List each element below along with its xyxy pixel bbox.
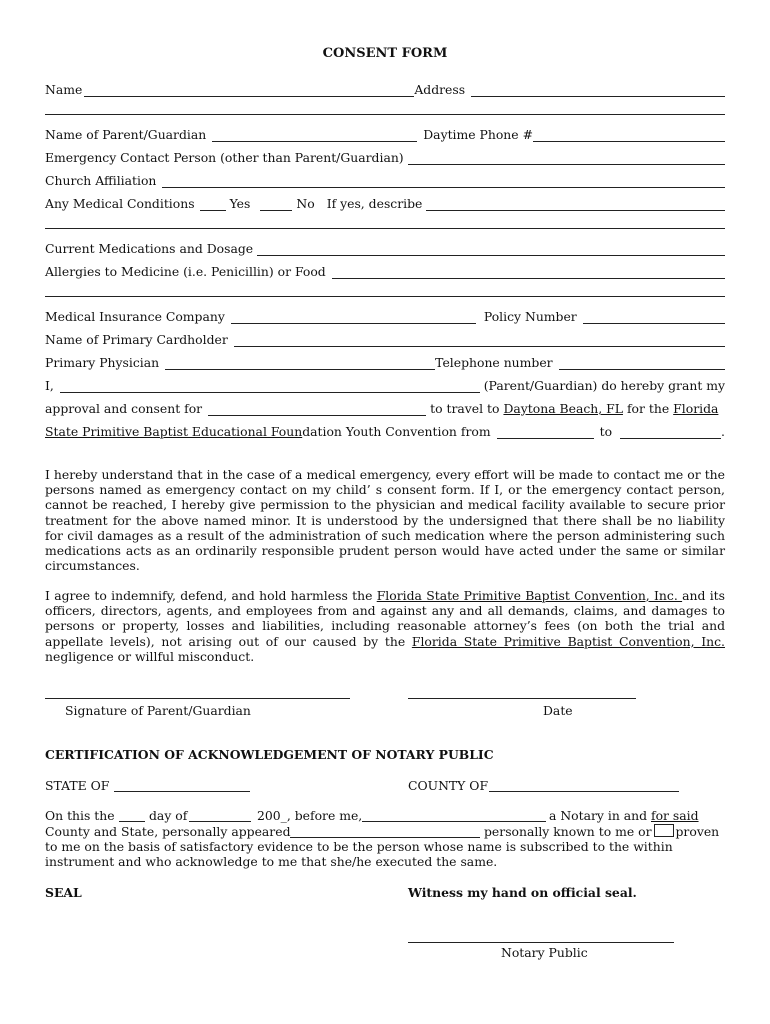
from-label: from xyxy=(460,424,491,439)
address-label: Address xyxy=(414,82,466,97)
parent-guardian-label: Name of Parent/Guardian xyxy=(45,127,207,142)
telephone-label: Telephone number xyxy=(435,355,553,370)
destination-text: Daytona Beach, FL xyxy=(503,401,623,416)
child-name-field[interactable] xyxy=(208,402,426,416)
county-state-label: County and State, personally appeared xyxy=(45,824,291,839)
seal-label: SEAL xyxy=(45,885,82,900)
emergency-row xyxy=(45,147,725,165)
allergies-field[interactable] xyxy=(332,265,725,279)
personally-known-label xyxy=(484,824,719,839)
convention-name-rest: dation Youth Convention xyxy=(302,424,457,439)
personally-known-text: personally known to me or xyxy=(484,824,652,839)
year-label: 200_, before me, xyxy=(257,808,363,823)
convention-row xyxy=(45,421,725,439)
yes-label: Yes xyxy=(229,196,251,211)
physician-row xyxy=(45,352,725,370)
grant-text: (Parent/Guardian) do hereby grant my xyxy=(483,378,725,393)
allergies-row xyxy=(45,261,725,279)
medical-conditions-row xyxy=(45,193,725,211)
approval-label: approval and consent for xyxy=(45,401,203,416)
insurance-row xyxy=(45,306,725,324)
medications-row xyxy=(45,238,725,256)
page-title: CONSENT FORM xyxy=(322,46,448,61)
indemnify-text-1: I agree to indemnify, defend, and hold harmless the xyxy=(45,588,377,603)
medical-conditions-label: Any Medical Conditions xyxy=(45,196,195,211)
on-this-label: On this the xyxy=(45,808,115,823)
period-text: . xyxy=(721,424,725,439)
county-of-label: COUNTY OF xyxy=(408,778,489,793)
month-field[interactable] xyxy=(189,821,251,822)
indemnify-text-3: negligence or willful misconduct. xyxy=(45,648,255,664)
yes-field[interactable] xyxy=(200,197,226,211)
address-field-line2[interactable] xyxy=(45,114,725,115)
notary-line-4: instrument and who acknowledge to me that she/he executed the same. xyxy=(45,854,498,869)
for-said-text: for said xyxy=(650,808,699,823)
state-of-label: STATE OF xyxy=(45,778,110,793)
medications-field[interactable] xyxy=(257,242,725,256)
insurance-label: Medical Insurance Company xyxy=(45,309,225,324)
notary-public-label: Notary Public xyxy=(501,945,588,960)
cardholder-label: Name of Primary Cardholder xyxy=(45,332,228,347)
from-date-field[interactable] xyxy=(497,425,594,439)
to-date-field[interactable] xyxy=(620,425,721,439)
grantor-name-field[interactable] xyxy=(60,379,480,393)
approval-row xyxy=(45,398,725,416)
daytime-phone-field[interactable] xyxy=(533,128,725,142)
parent-guardian-field[interactable] xyxy=(212,128,417,142)
if-yes-label: If yes, describe xyxy=(326,196,423,211)
date-label: Date xyxy=(543,703,573,718)
daytime-phone-label: Daytime Phone # xyxy=(423,127,533,142)
policy-number-field[interactable] xyxy=(583,310,725,324)
signature-field[interactable] xyxy=(45,698,350,699)
notary-name-field[interactable] xyxy=(362,821,546,822)
cardholder-row xyxy=(45,329,725,347)
policy-number-label: Policy Number xyxy=(483,309,577,324)
church-row xyxy=(45,170,725,188)
to-travel-label: to travel to xyxy=(430,401,500,416)
medications-label: Current Medications and Dosage xyxy=(45,241,254,256)
address-field[interactable] xyxy=(471,83,725,97)
indemnify-paragraph xyxy=(45,588,725,664)
witness-label: Witness my hand on official seal. xyxy=(408,885,637,900)
a-notary-text: a Notary in and xyxy=(549,808,651,823)
i-label: I, xyxy=(45,378,54,393)
understand-paragraph: I hereby understand that in the case of a medical emergency, every effort will be made to contact me or the persons named as emergency contact on my child’ s consent form. If I, or the emergency contact person, cannot be reached, I hereby give permission to the physician and medical facility available to secure prior treatment for the above named minor. It is understood by the undersigned that there shall be no liability for civil damages as a result of the administration of such medication where the person administering such medications acts as an ordinarily responsible prudent person would have acted under the same or similar circumstances. xyxy=(45,467,725,574)
cardholder-field[interactable] xyxy=(234,333,725,347)
proven-text: proven xyxy=(675,824,720,839)
florida-text: Florida xyxy=(673,401,719,416)
date-field[interactable] xyxy=(408,698,636,699)
name-label: Name xyxy=(45,82,83,97)
physician-field[interactable] xyxy=(165,356,435,370)
emergency-contact-field[interactable] xyxy=(408,151,725,165)
notary-line-3: to me on the basis of satisfactory evidence to be the person whose name is subscribed to the within xyxy=(45,839,673,854)
notary-signature-field[interactable] xyxy=(408,942,674,943)
no-field[interactable] xyxy=(260,197,292,211)
indemnify-text-2: and its officers, directors, agents, and employees from and against any and all demands, claims, and damages to persons or property, losses and liabilities, including reasonable attorney’s fees (on both the trial and appellate levels), not arising out of our caused by the xyxy=(45,588,725,649)
describe-field-line2[interactable] xyxy=(45,228,725,229)
appeared-name-field[interactable] xyxy=(290,837,480,838)
parent-phone-row xyxy=(45,124,725,142)
indemnify-org-2: Florida State Primitive Baptist Convention, Inc. xyxy=(411,633,725,649)
a-notary-label xyxy=(549,808,699,823)
church-label: Church Affiliation xyxy=(45,173,157,188)
insurance-field[interactable] xyxy=(231,310,476,324)
telephone-field[interactable] xyxy=(559,356,725,370)
day-of-label: day of xyxy=(149,808,188,823)
physician-label: Primary Physician xyxy=(45,355,160,370)
name-field[interactable] xyxy=(84,83,414,97)
describe-field[interactable] xyxy=(426,197,725,211)
notary-heading: CERTIFICATION OF ACKNOWLEDGEMENT OF NOTARY PUBLIC xyxy=(45,747,494,762)
name-address-row xyxy=(45,79,725,97)
county-field[interactable] xyxy=(489,791,679,792)
emergency-contact-label: Emergency Contact Person (other than Parent/Guardian) xyxy=(45,150,404,165)
state-field[interactable] xyxy=(114,791,250,792)
allergies-field-line2[interactable] xyxy=(45,296,725,297)
signature-label: Signature of Parent/Guardian xyxy=(65,703,251,718)
for-the-label: for the xyxy=(626,401,670,416)
allergies-label: Allergies to Medicine (i.e. Penicillin) or Food xyxy=(45,264,326,279)
church-field[interactable] xyxy=(162,174,725,188)
proven-checkbox[interactable] xyxy=(654,824,674,837)
to-label: to xyxy=(599,424,613,439)
convention-name-underlined: State Primitive Baptist Educational Foun xyxy=(45,424,303,439)
grant-row xyxy=(45,375,725,393)
day-field[interactable] xyxy=(119,821,145,822)
no-label: No xyxy=(296,196,315,211)
indemnify-org: Florida State Primitive Baptist Convention, Inc. xyxy=(376,588,683,603)
